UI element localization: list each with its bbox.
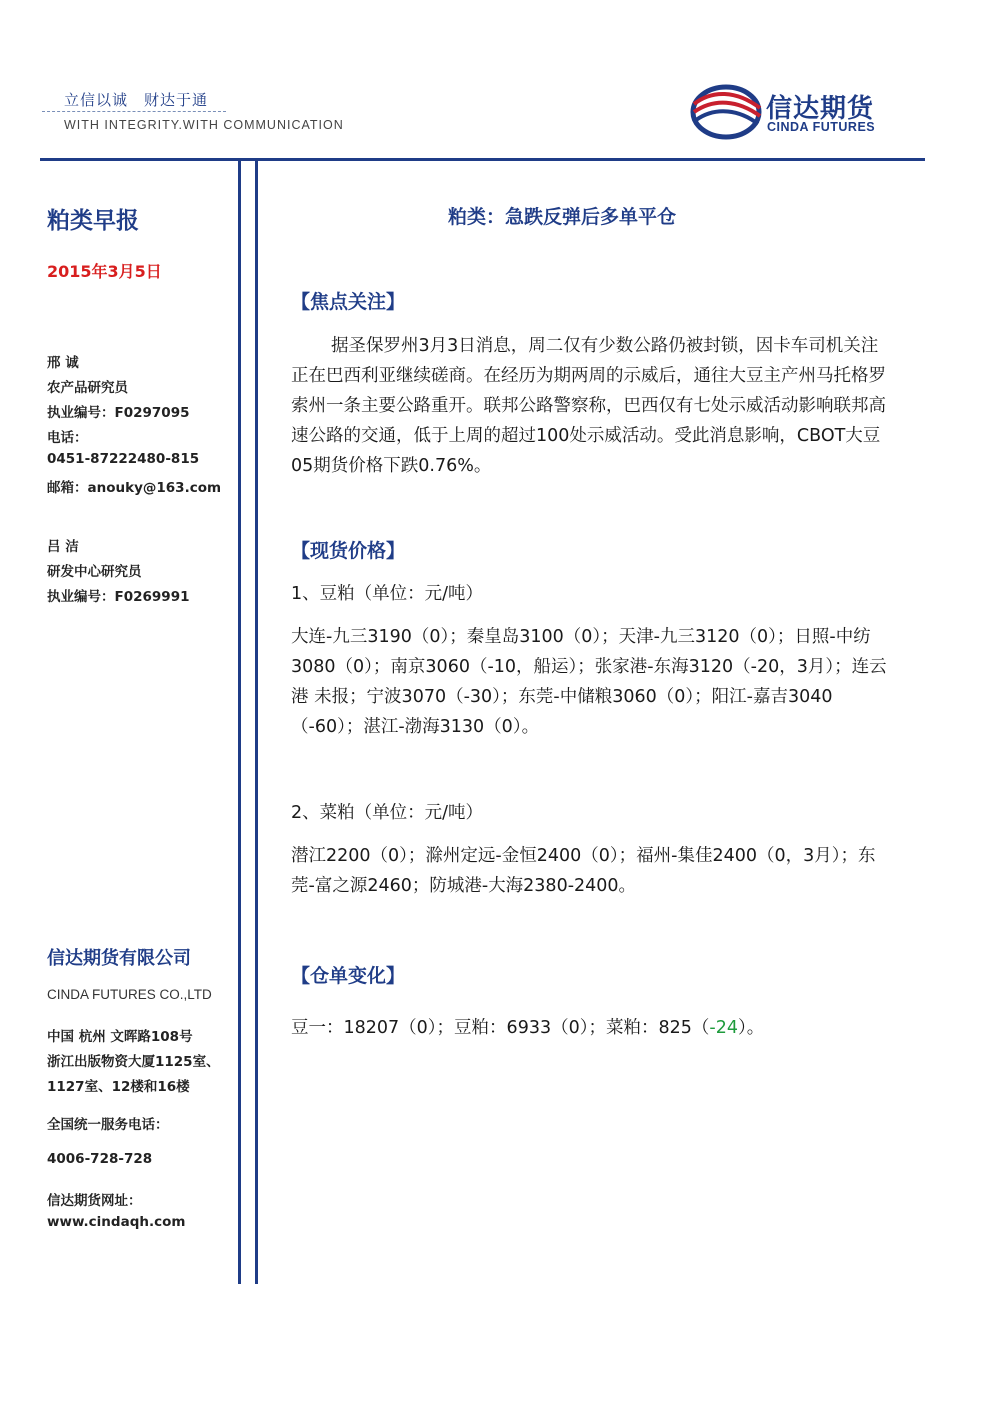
analyst1-email: 邮箱：anouky@163.com bbox=[47, 480, 222, 496]
focus-heading: 【焦点关注】 bbox=[291, 291, 406, 313]
soymeal-paragraph: 大连-九三3190（0）；秦皇岛3100（0）；天津-九三3120（0）；日照-中纺3080（0）；南京3060（-10，船运）；张家港-东海3120（-20，3月）；连云港 未报；宁波3070（-30）；东莞-中储粮3060（0）；阳江-嘉吉3040（-60）；湛江-渤海3130（0）。 bbox=[291, 627, 887, 737]
company-name-cn: 信达期货有限公司 bbox=[47, 948, 191, 969]
analyst1-role: 农产品研究员 bbox=[47, 380, 128, 396]
analyst1-license: 执业编号：F0297095 bbox=[47, 405, 190, 421]
analyst1-phone-label: 电话： bbox=[47, 430, 88, 446]
company-logo bbox=[690, 84, 930, 140]
slogan-divider bbox=[42, 111, 226, 112]
focus-paragraph: 据圣保罗州3月3日消息，周二仅有少数公路仍被封锁，因卡车司机关注正在巴西利亚继续磋商。在经历为期两周的示威后，通往大豆主产州马托格罗索州一条主要公路重开。联邦公路警察称，巴西仅有七处示威活动影响联邦高速公路的交通，低于上周的超过100处示威活动。受此消息影响，CBOT大豆05期货价格下跌0.76%。 bbox=[291, 336, 886, 476]
company-name-en: CINDA FUTURES CO.,LTD bbox=[47, 987, 212, 1002]
page-title: 粕类：急跌反弹后多单平仓 bbox=[448, 206, 677, 228]
report-title: 粕类早报 bbox=[47, 208, 139, 234]
top-rule bbox=[40, 158, 925, 161]
spot-heading: 【现货价格】 bbox=[291, 540, 406, 562]
analyst2-name: 吕 洁 bbox=[47, 539, 79, 555]
warehouse-paragraph bbox=[291, 1013, 887, 1043]
analyst2-license: 执业编号：F0269991 bbox=[47, 589, 190, 605]
report-date: 2015年3月5日 bbox=[47, 262, 162, 281]
warehouse-text-end: ）。 bbox=[737, 1018, 765, 1038]
logo-text-en: CINDA FUTURES bbox=[767, 120, 876, 134]
vertical-rule-right bbox=[255, 158, 258, 1284]
address-line: 中国 杭州 文晖路108号 bbox=[47, 1029, 193, 1045]
logo-text-cn: 信达期货 bbox=[766, 94, 875, 124]
slogan-cn: 立信以诚 财达于通 bbox=[64, 91, 209, 109]
website-label: 信达期货网址： bbox=[47, 1193, 142, 1209]
address-line: 浙江出版物资大厦1125室、 bbox=[47, 1054, 220, 1070]
website-link[interactable]: www.cindaqh.com bbox=[47, 1214, 186, 1230]
vertical-rule-left bbox=[238, 158, 241, 1284]
analyst1-phone: 0451-87222480-815 bbox=[47, 451, 200, 467]
hotline-label: 全国统一服务电话： bbox=[47, 1117, 169, 1133]
slogan-en: WITH INTEGRITY.WITH COMMUNICATION bbox=[64, 118, 344, 132]
analyst2-role: 研发中心研究员 bbox=[47, 564, 142, 580]
hotline-number: 4006-728-728 bbox=[47, 1151, 153, 1167]
analyst1-name: 邢 诚 bbox=[47, 355, 79, 371]
address-line: 1127室、12楼和16楼 bbox=[47, 1079, 190, 1095]
warehouse-heading: 【仓单变化】 bbox=[291, 965, 406, 987]
soymeal-heading: 1、豆粕（单位：元/吨） bbox=[291, 584, 484, 604]
rapemeal-heading: 2、菜粕（单位：元/吨） bbox=[291, 803, 484, 823]
logo-swoosh-icon bbox=[690, 84, 764, 140]
warehouse-change-value: -24 bbox=[709, 1018, 738, 1038]
warehouse-text: 豆一：18207（0）；豆粕：6933（0）；菜粕：825（ bbox=[291, 1018, 710, 1038]
rapemeal-paragraph: 潜江2200（0）；滁州定远-金恒2400（0）；福州-集佳2400（0，3月）；东莞-富之源2460；防城港-大海2380-2400。 bbox=[291, 846, 876, 896]
